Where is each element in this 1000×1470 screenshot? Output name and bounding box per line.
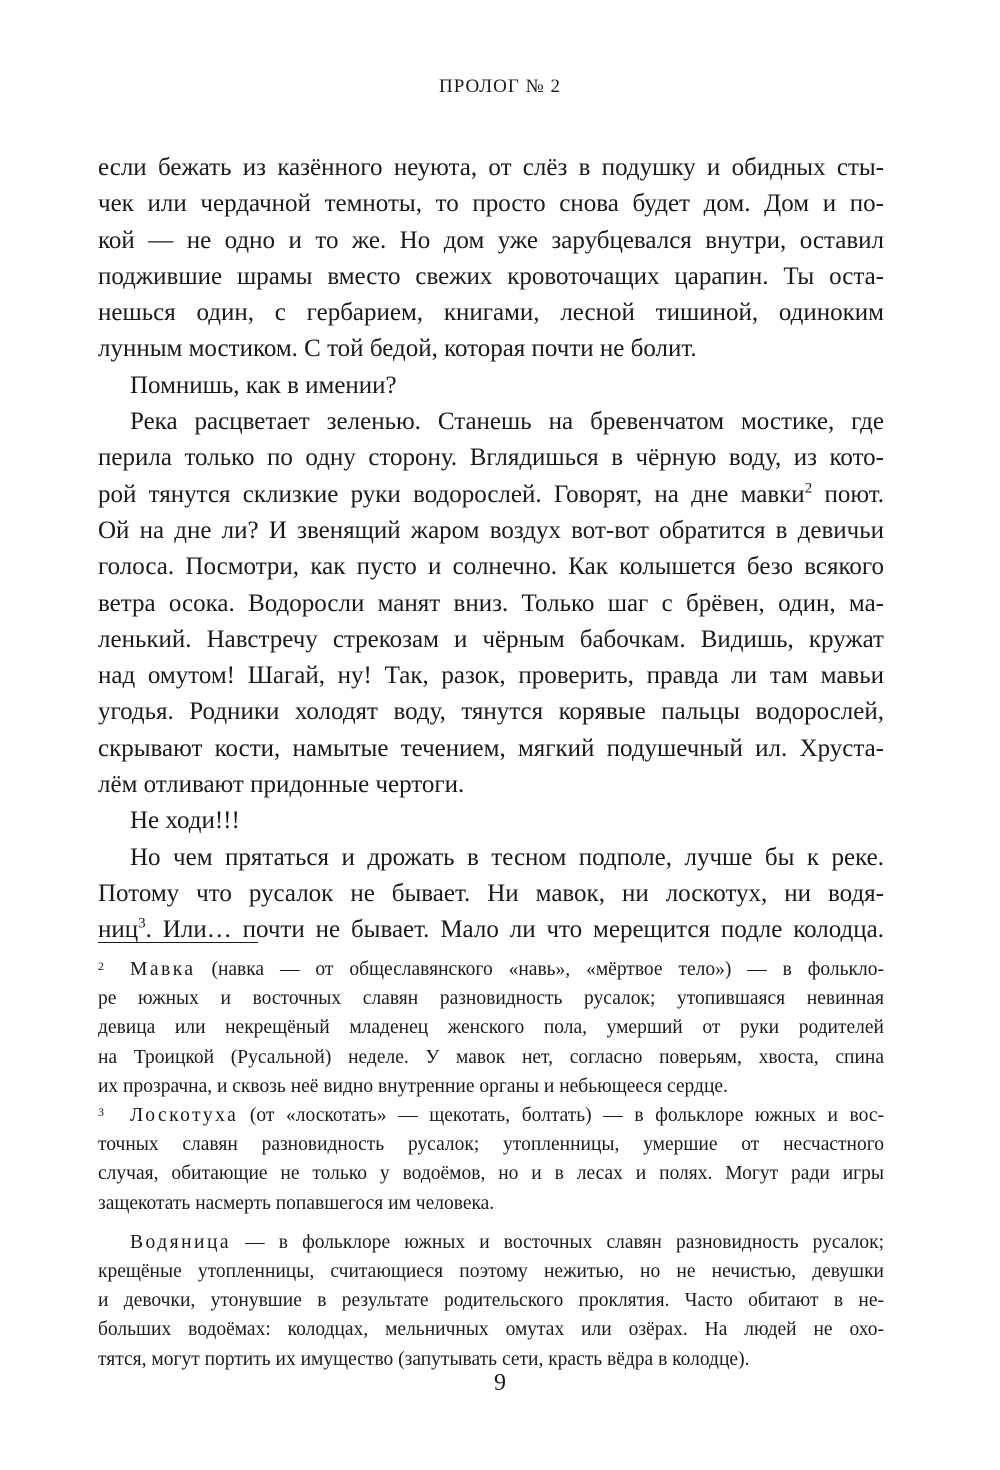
paragraph-1: [98, 150, 884, 368]
footnote-term: Водяница: [130, 1231, 232, 1253]
text-line: нешься один, с гербарием, книгами, лесной тишиной, одиноким: [98, 299, 884, 327]
footnote-line: [98, 1101, 884, 1130]
paragraph-2: [98, 368, 884, 404]
text-line: чек или чердачной темноты, то просто снова будет дом. Дом и по-: [98, 190, 884, 218]
footnote-divider: [98, 942, 258, 943]
footnote-ref-3[interactable]: 3: [138, 915, 146, 932]
footnote-number: 2: [98, 959, 104, 973]
text-line: [98, 477, 884, 513]
running-title: ПРОЛОГ № 2: [438, 76, 561, 97]
paragraph-5: [98, 840, 884, 949]
footnote-text: — в фольклоре южных и восточных славян разновидность русалок;: [231, 1231, 884, 1253]
footnote-line: [98, 1228, 884, 1257]
main-text: [98, 150, 884, 949]
text-line: Река расцветает зеленью. Станешь на бревенчатом мостике, где: [130, 408, 884, 436]
text-line: ветра осока. Водоросли манят вниз. Только шаг с брёвен, один, ма-: [98, 589, 884, 617]
text-line: если бежать из казённого неуюта, от слёз в подушку и обидных сты-: [98, 154, 884, 181]
footnote-2: [98, 955, 884, 1101]
text-line: над омутом! Шагай, ну! Так, разок, проверить, правда ли там мавьи: [98, 662, 884, 690]
text-line: голоса. Посмотри, как пусто и солнечно. Как колышется безо всякого: [98, 553, 884, 581]
footnote-term: Лоскотуха: [130, 1105, 239, 1127]
footnote-text: (от «лоскотать» — щекотать, болтать) — в фольклоре южных и вос-: [238, 1105, 884, 1127]
footnote-line: случая, обитающие не только у водоёмов, но и в лесах и полях. Могут ради игры: [98, 1163, 884, 1185]
footnote-line: защекотать насмерть попавшегося им человека.: [98, 1192, 495, 1214]
text-line: поджившие шрамы вместо свежих кровоточащих царапин. Ты оста-: [98, 262, 884, 290]
text-fragment: поют.: [812, 480, 884, 508]
text-fragment: . Или… почти не бывает. Мало ли что мерещится подле колодца.: [145, 916, 884, 944]
text-line: перила только по одну сторону. Вглядишься в чёрную воду, из кото-: [98, 444, 884, 472]
text-line: ленький. Навстречу стрекозам и чёрным бабочкам. Видишь, кружат: [98, 625, 884, 653]
text-line: лунным мостиком. С той бедой, которая почти не болит.: [98, 335, 697, 363]
footnote-line: крещёные утопленницы, считающиеся поэтому нежитью, но не нечистью, девушки: [98, 1261, 884, 1283]
text-line: угодья. Родники холодят воду, тянутся корявые пальцы водорослей,: [98, 698, 884, 726]
text-line: Не ходи!!!: [130, 807, 240, 835]
paragraph-3: [98, 404, 884, 803]
text-line: Потому что русалок не бывает. Ни мавок, ни лоскотух, ни водя-: [98, 879, 884, 907]
text-line: кой — не одно и то же. Но дом уже зарубцевался внутри, оставил: [98, 226, 884, 254]
footnotes: [98, 955, 884, 1374]
footnote-line: на Троицкой (Русальной) неделе. У мавок нет, согласно поверьям, хвоста, спина: [98, 1046, 884, 1068]
page-number: 9: [494, 1370, 506, 1396]
text-line: Помнишь, как в имении?: [130, 371, 397, 399]
footnote-line: точных славян разновидность русалок; утопленницы, умершие от несчастного: [98, 1134, 884, 1156]
footnote-line: [98, 955, 884, 984]
paragraph-4: [98, 803, 884, 839]
footnote-3-continued: [98, 1228, 884, 1374]
footnote-line: и девочки, утонувшие в результате родительского проклятия. Часто обитают в не-: [98, 1290, 884, 1312]
text-fragment: рой тянутся склизкие руки водорослей. Говорят, на дне мавки: [98, 480, 805, 508]
footnote-number: 3: [98, 1105, 104, 1120]
footnote-line: ре южных и восточных славян разновидность русалок; утопившаяся невинная: [98, 988, 884, 1010]
text-line: лём отливают придонные чертоги.: [98, 771, 465, 799]
footnote-3: [98, 1101, 884, 1218]
footnote-line: их прозрачна, и сквозь неё видно внутренние органы и небьющееся сердце.: [98, 1075, 728, 1097]
footnote-line: девица или некрещёный младенец женского пола, умерший от руки родителей: [98, 1017, 884, 1039]
text-line: [98, 912, 884, 948]
footnote-line: тятся, могут портить их имущество (запутывать сети, красть вёдра в колодце).: [98, 1348, 750, 1370]
text-line: Но чем прятаться и дрожать в тесном подполе, лучше бы к реке.: [130, 843, 884, 871]
footnote-text: (навка — от общеславянского «навь», «мёртвое тело») — в фолькло-: [195, 959, 884, 980]
text-line: Ой на дне ли? И звенящий жаром воздух вот-вот обратится в девичьи: [98, 516, 884, 544]
text-fragment: ниц: [98, 916, 139, 944]
text-line: скрывают кости, намытые течением, мягкий подушечный ил. Хруста-: [98, 734, 884, 762]
footnote-line: больших водоёмах: колодцах, мельничных омутах или озёрах. На людей не охо-: [98, 1319, 884, 1341]
footnote-term: Мавка: [130, 959, 196, 980]
footnote-ref-2[interactable]: 2: [804, 480, 813, 497]
